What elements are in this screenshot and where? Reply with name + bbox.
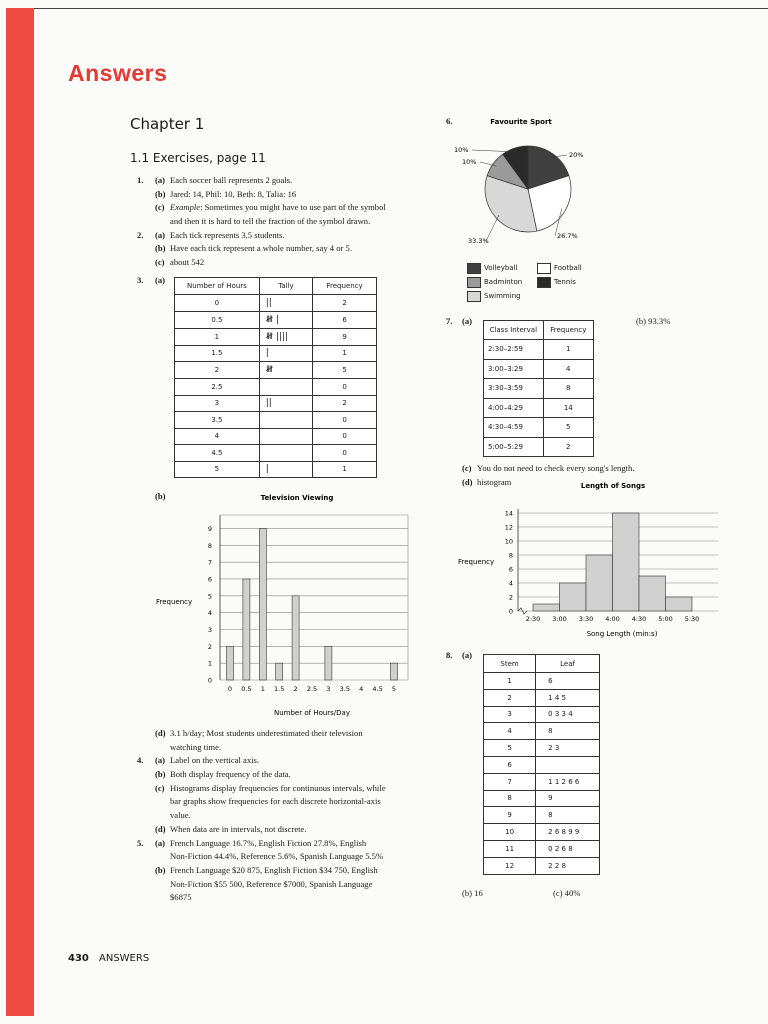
table-row: [484, 756, 600, 773]
question-number: 3.: [137, 275, 144, 285]
column-header: Frequency: [313, 278, 377, 295]
interval-cell: 3:30–3:59: [484, 379, 544, 399]
favourite-sport-pie-chart: [450, 112, 630, 250]
answer-text: (b) 93.3%: [636, 316, 671, 326]
chart-title: Length of Songs: [580, 482, 646, 490]
stem-cell: 1: [484, 673, 536, 690]
table-row: [484, 340, 594, 360]
question-number: 7.: [446, 316, 453, 326]
frequency-cell: 5: [313, 362, 377, 379]
leaf-cell: 1 1 2 6 6: [536, 773, 600, 790]
stem-cell: 2: [484, 689, 536, 706]
legend-label: Badminton: [484, 278, 523, 287]
bar: [325, 646, 332, 680]
bar: [243, 579, 250, 680]
bar: [259, 528, 266, 680]
part-label: (a): [155, 229, 166, 240]
leaf-cell: 2 2 8: [536, 857, 600, 874]
answer-text: 3.1 h/day; Most students underestimated their television: [170, 728, 363, 738]
length-of-songs-histogram: [450, 477, 730, 642]
frequency-cell: 1: [543, 340, 593, 360]
x-tick-label: 3:30: [578, 615, 594, 623]
x-tick-label: 5:00: [658, 615, 673, 623]
answer-text: and then it is hard to tell the fraction of the symbol drawn.: [170, 216, 371, 227]
x-tick-label: 4:00: [605, 615, 620, 623]
x-axis-label: Song Length (min:s): [586, 630, 658, 638]
table-row: [484, 706, 600, 723]
legend-label: Tennis: [554, 278, 576, 287]
table-row: [175, 395, 377, 412]
y-tick-label: 2: [207, 642, 212, 651]
answer-text: Both display frequency of the data.: [170, 769, 291, 780]
interval-cell: 2:30–2:59: [484, 340, 544, 360]
question-number: 8.: [446, 650, 453, 660]
frequency-cell: 0: [313, 379, 377, 396]
question-number: 5.: [137, 837, 144, 848]
frequency-cell: 2: [313, 395, 377, 412]
bar: [391, 663, 398, 680]
x-tick-label: 4: [359, 685, 364, 693]
answer-text: value.: [170, 810, 191, 821]
frequency-cell: 5: [543, 418, 593, 438]
pie-legend: [467, 259, 597, 303]
x-tick-label: 3: [326, 685, 331, 693]
legend-swatch: [537, 277, 551, 288]
table-row: [175, 311, 377, 328]
tally-cell: [259, 379, 312, 396]
part-label: (d): [155, 728, 166, 738]
table-row: [484, 790, 600, 807]
hours-cell: 3.5: [175, 412, 260, 429]
x-tick-label: 4:30: [631, 615, 647, 623]
part-label: (c): [155, 257, 165, 268]
legend-swatch: [467, 291, 481, 302]
answer-text: Label on the vertical axis.: [170, 755, 260, 766]
stem-cell: 11: [484, 840, 536, 857]
table-row: [484, 824, 600, 841]
question-number: 1.: [137, 175, 144, 185]
table-row: [175, 461, 377, 478]
y-tick-label: 2: [508, 593, 513, 602]
legend-item: [467, 259, 518, 271]
hours-cell: 1: [175, 328, 260, 345]
hours-cell: 0.5: [175, 311, 260, 328]
page-edge-color-bar: [6, 8, 34, 1016]
interval-cell: 3:00–3:29: [484, 359, 544, 379]
column-header: Class Interval: [484, 321, 544, 340]
answer-text: (c) 40%: [553, 888, 581, 898]
y-axis-label: Frequency: [458, 558, 495, 566]
leaf-cell: 6: [536, 673, 600, 690]
tally-cell: [259, 428, 312, 445]
frequency-cell: 0: [313, 412, 377, 429]
leaf-cell: 0 3 3 4: [536, 706, 600, 723]
answer-text: Each tick represents 3.5 students.: [170, 229, 285, 240]
stem-and-leaf-plot: [483, 654, 600, 875]
x-tick-label: 2.5: [306, 685, 318, 693]
answers-q8b-c: [462, 887, 612, 901]
answers-q3d-q5: [137, 727, 427, 905]
q3-label: [137, 274, 177, 288]
histogram-bar: [613, 513, 640, 611]
legend-label: Swimming: [484, 292, 521, 301]
top-rule: [34, 8, 768, 9]
column-header: Tally: [259, 278, 312, 295]
page-title: Answers: [68, 60, 168, 86]
x-tick-label: 0: [227, 685, 233, 693]
bar: [276, 663, 283, 680]
legend-item: [537, 259, 582, 271]
y-tick-label: 0: [207, 676, 212, 685]
y-tick-label: 6: [207, 575, 212, 584]
x-axis-label: Number of Hours/Day: [273, 709, 351, 717]
q7-label: [446, 315, 486, 329]
y-tick-label: 3: [207, 625, 212, 634]
y-tick-label: 0: [508, 607, 513, 616]
frequency-cell: 2: [313, 295, 377, 312]
question-number: 6.: [446, 116, 453, 126]
example-label: Example: [170, 202, 201, 213]
x-tick-label: 5: [391, 685, 397, 693]
x-tick-label: 0.5: [241, 685, 252, 693]
chart-title: Favourite Sport: [490, 118, 552, 126]
hours-cell: 2.5: [175, 379, 260, 396]
table-row: [484, 840, 600, 857]
answer-text: Histograms display frequencies for continuous intervals, while: [170, 782, 386, 793]
stem-cell: 4: [484, 723, 536, 740]
answer-text: watching time.: [170, 741, 222, 752]
bar: [227, 646, 234, 680]
table-row: [484, 723, 600, 740]
legend-item: [467, 273, 522, 285]
tally-cell: 𝍸: [259, 362, 312, 379]
part-label: (b): [155, 491, 166, 501]
frequency-cell: 6: [313, 311, 377, 328]
x-tick-label: 4.5: [372, 685, 383, 693]
leaf-cell: [536, 756, 600, 773]
interval-cell: 4:00–4:29: [484, 398, 544, 418]
x-tick-label: 2: [293, 685, 298, 693]
pie-label: 20%: [569, 151, 584, 159]
x-tick-label: 2:30: [525, 615, 541, 623]
table-row: [484, 740, 600, 757]
table-row: [484, 398, 594, 418]
tally-cell: [259, 412, 312, 429]
frequency-cell: 8: [543, 379, 593, 399]
x-tick-label: 1: [260, 685, 265, 693]
part-label: (a): [155, 175, 166, 185]
y-tick-label: 14: [504, 509, 513, 518]
tally-cell: [259, 445, 312, 462]
leaf-cell: 2 3: [536, 740, 600, 757]
answer-text: (b) 16: [462, 888, 483, 898]
answer-text: Have each tick represent a whole number, say 4 or 5.: [170, 243, 352, 254]
q8-label: [446, 649, 486, 663]
x-tick-label: 3.5: [339, 685, 350, 693]
interval-cell: 4:30–4:59: [484, 418, 544, 438]
stem-cell: 8: [484, 790, 536, 807]
stem-cell: 6: [484, 756, 536, 773]
y-tick-label: 4: [508, 579, 513, 588]
table-row: [484, 418, 594, 438]
answer-text: $6875: [170, 892, 192, 903]
hours-cell: 2: [175, 362, 260, 379]
legend-label: Football: [554, 264, 582, 273]
table-row: [484, 359, 594, 379]
stem-cell: 7: [484, 773, 536, 790]
answers-q1-q2: [137, 174, 427, 270]
part-label: (a): [462, 650, 473, 660]
part-label: (b): [155, 188, 166, 199]
table-row: [175, 362, 377, 379]
column-header: Number of Hours: [175, 278, 260, 295]
part-label: (d): [462, 476, 473, 487]
y-tick-label: 6: [508, 565, 513, 574]
column-header: Leaf: [536, 655, 600, 673]
column-header: Frequency: [543, 321, 593, 340]
tally-cell: ||: [259, 295, 312, 312]
part-label: (a): [155, 275, 166, 285]
histogram-bar: [666, 597, 693, 611]
table-row: [484, 807, 600, 824]
histogram-bar: [533, 604, 560, 611]
table-row: [175, 328, 377, 345]
table-row: [175, 412, 377, 429]
answer-text: Jared: 14, Phil: 10, Beth: 8, Talia: 16: [170, 188, 297, 199]
leaf-cell: 8: [536, 723, 600, 740]
answer-text: Non-Fiction 44.4%, Reference 5.6%, Spanish Language 5.5%: [170, 851, 384, 862]
frequency-table: [174, 277, 377, 478]
y-tick-label: 8: [508, 551, 513, 560]
answer-text: French Language 16.7%, English Fiction 27.8%, English: [170, 837, 367, 848]
legend-item: [537, 273, 576, 285]
histogram-bar: [639, 576, 666, 611]
bar: [292, 596, 299, 680]
part-label: (a): [155, 837, 166, 848]
answer-text: Each soccer ball represents 2 goals.: [170, 175, 293, 185]
frequency-cell: 0: [313, 445, 377, 462]
y-tick-label: 1: [207, 659, 212, 668]
pie-label: 10%: [462, 158, 477, 166]
class-interval-table: [483, 320, 594, 457]
leaf-cell: 9: [536, 790, 600, 807]
part-label: (a): [462, 316, 473, 326]
tally-cell: 𝍸 |: [259, 311, 312, 328]
table-row: [484, 857, 600, 874]
hours-cell: 3: [175, 395, 260, 412]
part-label: (a): [155, 755, 166, 766]
part-label: (c): [155, 782, 165, 793]
table-row: [175, 428, 377, 445]
tally-cell: ||: [259, 395, 312, 412]
histogram-bar: [560, 583, 587, 611]
answer-text: French Language $20 875, English Fiction $34 750, English: [170, 864, 378, 875]
hours-cell: 5: [175, 461, 260, 478]
frequency-cell: 2: [543, 437, 593, 457]
leaf-cell: 8: [536, 807, 600, 824]
y-tick-label: 9: [207, 524, 212, 533]
answer-text: about 542: [170, 257, 205, 268]
table-row: [484, 689, 600, 706]
frequency-cell: 1: [313, 461, 377, 478]
histogram-bar: [586, 555, 613, 611]
table-row: [175, 295, 377, 312]
answer-text: You do not need to check every song's length.: [477, 463, 635, 473]
table-row: [484, 673, 600, 690]
frequency-cell: 1: [313, 345, 377, 362]
part-label: (b): [155, 769, 166, 780]
chart-title: Television Viewing: [260, 494, 334, 502]
hours-cell: 0: [175, 295, 260, 312]
answer-text: : Sometimes you might have to use part of the symbol: [200, 202, 386, 213]
leaf-cell: 2 6 8 9 9: [536, 824, 600, 841]
part-label: (b): [155, 864, 166, 875]
part-label: (b): [155, 243, 166, 254]
footer-label: ANSWERS: [99, 953, 150, 964]
frequency-cell: 9: [313, 328, 377, 345]
chapter-heading: Chapter 1: [130, 115, 205, 133]
tally-cell: |: [259, 345, 312, 362]
table-row: [175, 379, 377, 396]
frequency-cell: 0: [313, 428, 377, 445]
section-heading: 1.1 Exercises, page 11: [130, 151, 266, 165]
frequency-cell: 14: [543, 398, 593, 418]
stem-cell: 5: [484, 740, 536, 757]
pie-leader-line: [486, 215, 499, 241]
stem-cell: 9: [484, 807, 536, 824]
pie-label: 10%: [454, 146, 469, 154]
part-label: (d): [155, 823, 166, 834]
tally-cell: |: [259, 461, 312, 478]
x-tick-label: 1.5: [274, 685, 285, 693]
pie-label: 33.3%: [468, 237, 489, 245]
y-tick-label: 10: [504, 537, 513, 546]
legend-item: [467, 287, 521, 299]
y-tick-label: 4: [207, 609, 212, 618]
table-row: [484, 437, 594, 457]
x-tick-label: 3:00: [552, 615, 567, 623]
hours-cell: 4: [175, 428, 260, 445]
part-label: (c): [462, 463, 472, 473]
column-header: Stem: [484, 655, 536, 673]
q7b-answer: [636, 315, 696, 329]
part-label: (c): [155, 202, 165, 213]
pie-label: 26.7%: [557, 232, 578, 240]
leaf-cell: 0 2 6 8: [536, 840, 600, 857]
page-number: 430: [68, 953, 89, 964]
y-tick-label: 8: [207, 541, 212, 550]
table-row: [175, 345, 377, 362]
answer-text: bar graphs show frequencies for each discrete horizontal-axis: [170, 796, 381, 807]
answer-text: When data are in intervals, not discrete.: [170, 823, 307, 834]
interval-cell: 5:00–5:29: [484, 437, 544, 457]
question-number: 4.: [137, 755, 144, 766]
stem-cell: 12: [484, 857, 536, 874]
stem-cell: 10: [484, 824, 536, 841]
tally-cell: 𝍸 ||||: [259, 328, 312, 345]
frequency-cell: 4: [543, 359, 593, 379]
table-row: [484, 773, 600, 790]
y-axis-label: Frequency: [156, 598, 193, 607]
hours-cell: 4.5: [175, 445, 260, 462]
stem-cell: 3: [484, 706, 536, 723]
hours-cell: 1.5: [175, 345, 260, 362]
legend-label: Volleyball: [484, 264, 518, 273]
table-row: [484, 379, 594, 399]
answer-text: histogram: [477, 476, 512, 487]
y-tick-label: 5: [207, 592, 212, 601]
television-viewing-chart: [150, 488, 420, 723]
answer-text: Non-Fiction $55 500, Reference $7000, Spanish Language: [170, 878, 373, 889]
question-number: 2.: [137, 229, 144, 240]
y-tick-label: 12: [504, 523, 513, 532]
y-tick-label: 7: [207, 558, 212, 567]
leaf-cell: 1 4 5: [536, 689, 600, 706]
table-row: [175, 445, 377, 462]
x-tick-label: 5:30: [684, 615, 700, 623]
